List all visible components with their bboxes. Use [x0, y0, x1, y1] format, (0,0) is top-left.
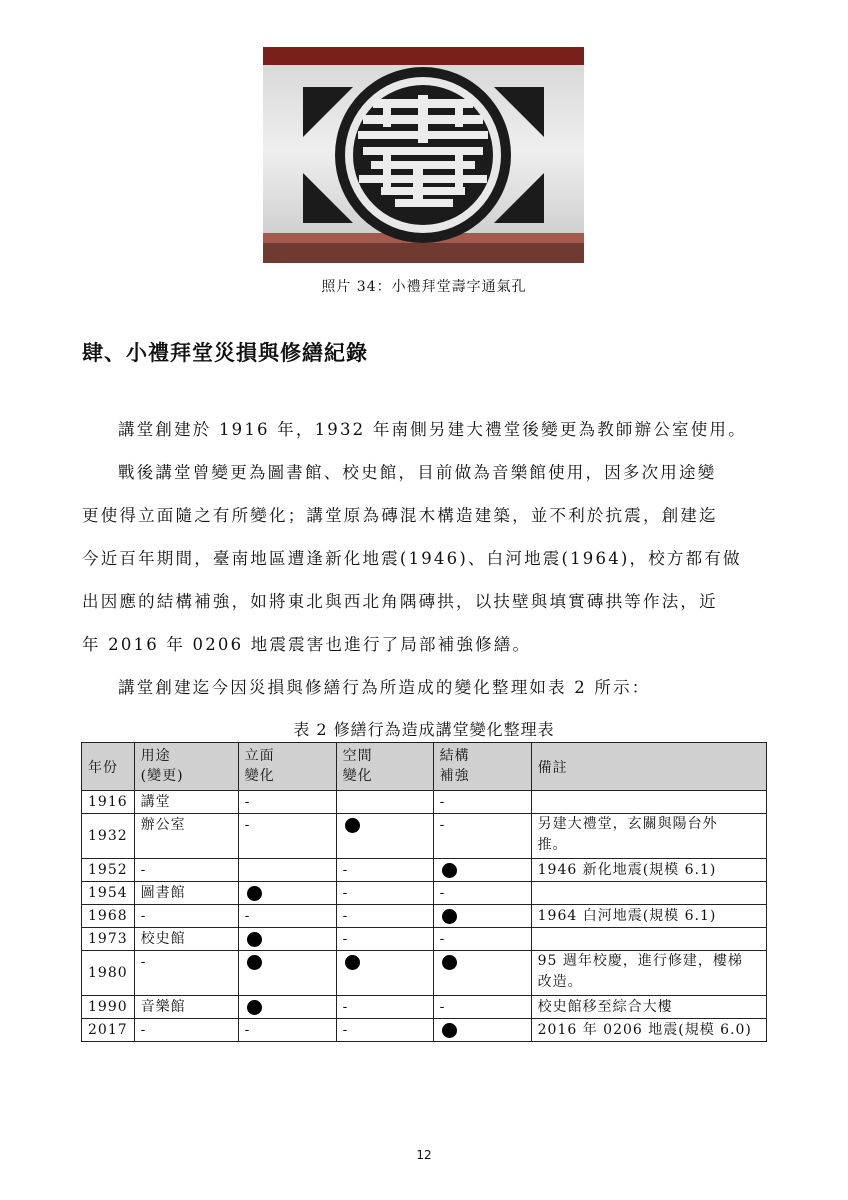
- filled-dot-icon: [247, 886, 262, 901]
- paragraph-line: 年 2016 年 0206 地震震害也進行了局部補強修繕。: [82, 635, 532, 654]
- filled-dot-icon: [442, 863, 457, 878]
- table-header-row: [82, 743, 767, 791]
- section-heading: 肆、小禮拜堂災損與修繕紀錄: [82, 341, 368, 365]
- filled-dot-icon: [442, 909, 457, 924]
- paragraph-line: 講堂創建於 1916 年，1932 年南側另建大禮堂後變更為教師辦公室使用。: [118, 420, 747, 439]
- table-row: 1932 辦公室 - - 另建大禮堂，玄關與陽台外 推。: [82, 814, 767, 859]
- filled-dot-icon: [247, 932, 262, 947]
- filled-dot-icon: [345, 818, 360, 833]
- filled-dot-icon: [345, 955, 360, 970]
- table-row: 1916 講堂 - -: [82, 791, 767, 814]
- table-row: 1973 校史館 - -: [82, 928, 767, 951]
- filled-dot-icon: [247, 1000, 262, 1015]
- paragraph-line: 講堂創建迄今因災損與修繕行為所造成的變化整理如表 2 所示：: [118, 678, 651, 697]
- longevity-vent-photo: [263, 47, 584, 263]
- header-year: 年份: [82, 743, 135, 791]
- table-row: 2017 - - - 2016 年 0206 地震(規模 6.0): [82, 1019, 767, 1042]
- table-row: 1952 - - 1946 新化地震(規模 6.1): [82, 859, 767, 882]
- filled-dot-icon: [442, 955, 457, 970]
- repair-change-table: [81, 742, 767, 1042]
- table-row: 1990 音樂館 - - 校史館移至綜合大樓: [82, 996, 767, 1019]
- table-row: 1954 圖書館 - -: [82, 882, 767, 905]
- paragraph-line: 更使得立面隨之有所變化；講堂原為磚混木構造建築，並不利於抗震，創建迄: [82, 506, 718, 525]
- header-use: 用途 (變更): [134, 743, 238, 791]
- filled-dot-icon: [247, 955, 262, 970]
- header-note: 備註: [531, 743, 766, 791]
- table-row: 1980 - 95 週年校慶，進行修建，樓梯 改造。: [82, 951, 767, 996]
- paragraph-line: 戰後講堂曾變更為圖書館、校史館，目前做為音樂館使用，因多次用途變: [118, 463, 717, 482]
- table-title: 表 2 修繕行為造成講堂變化整理表: [293, 720, 555, 739]
- table-row: 1968 - - - 1964 白河地震(規模 6.1): [82, 905, 767, 928]
- header-structure: 結構 補強: [433, 743, 531, 791]
- header-facade: 立面 變化: [238, 743, 336, 791]
- paragraph-line: 出因應的結構補強，如將東北與西北角隅磚拱，以扶壁與填實磚拱等作法，近: [82, 592, 718, 611]
- header-space: 空間 變化: [336, 743, 433, 791]
- paragraph-line: 今近百年期間，臺南地區遭逢新化地震(1946)、白河地震(1964)，校方都有做: [82, 549, 742, 568]
- photo-caption: 照片 34：小禮拜堂壽字通氣孔: [321, 279, 527, 295]
- filled-dot-icon: [442, 1023, 457, 1038]
- page-number: 12: [416, 1148, 432, 1162]
